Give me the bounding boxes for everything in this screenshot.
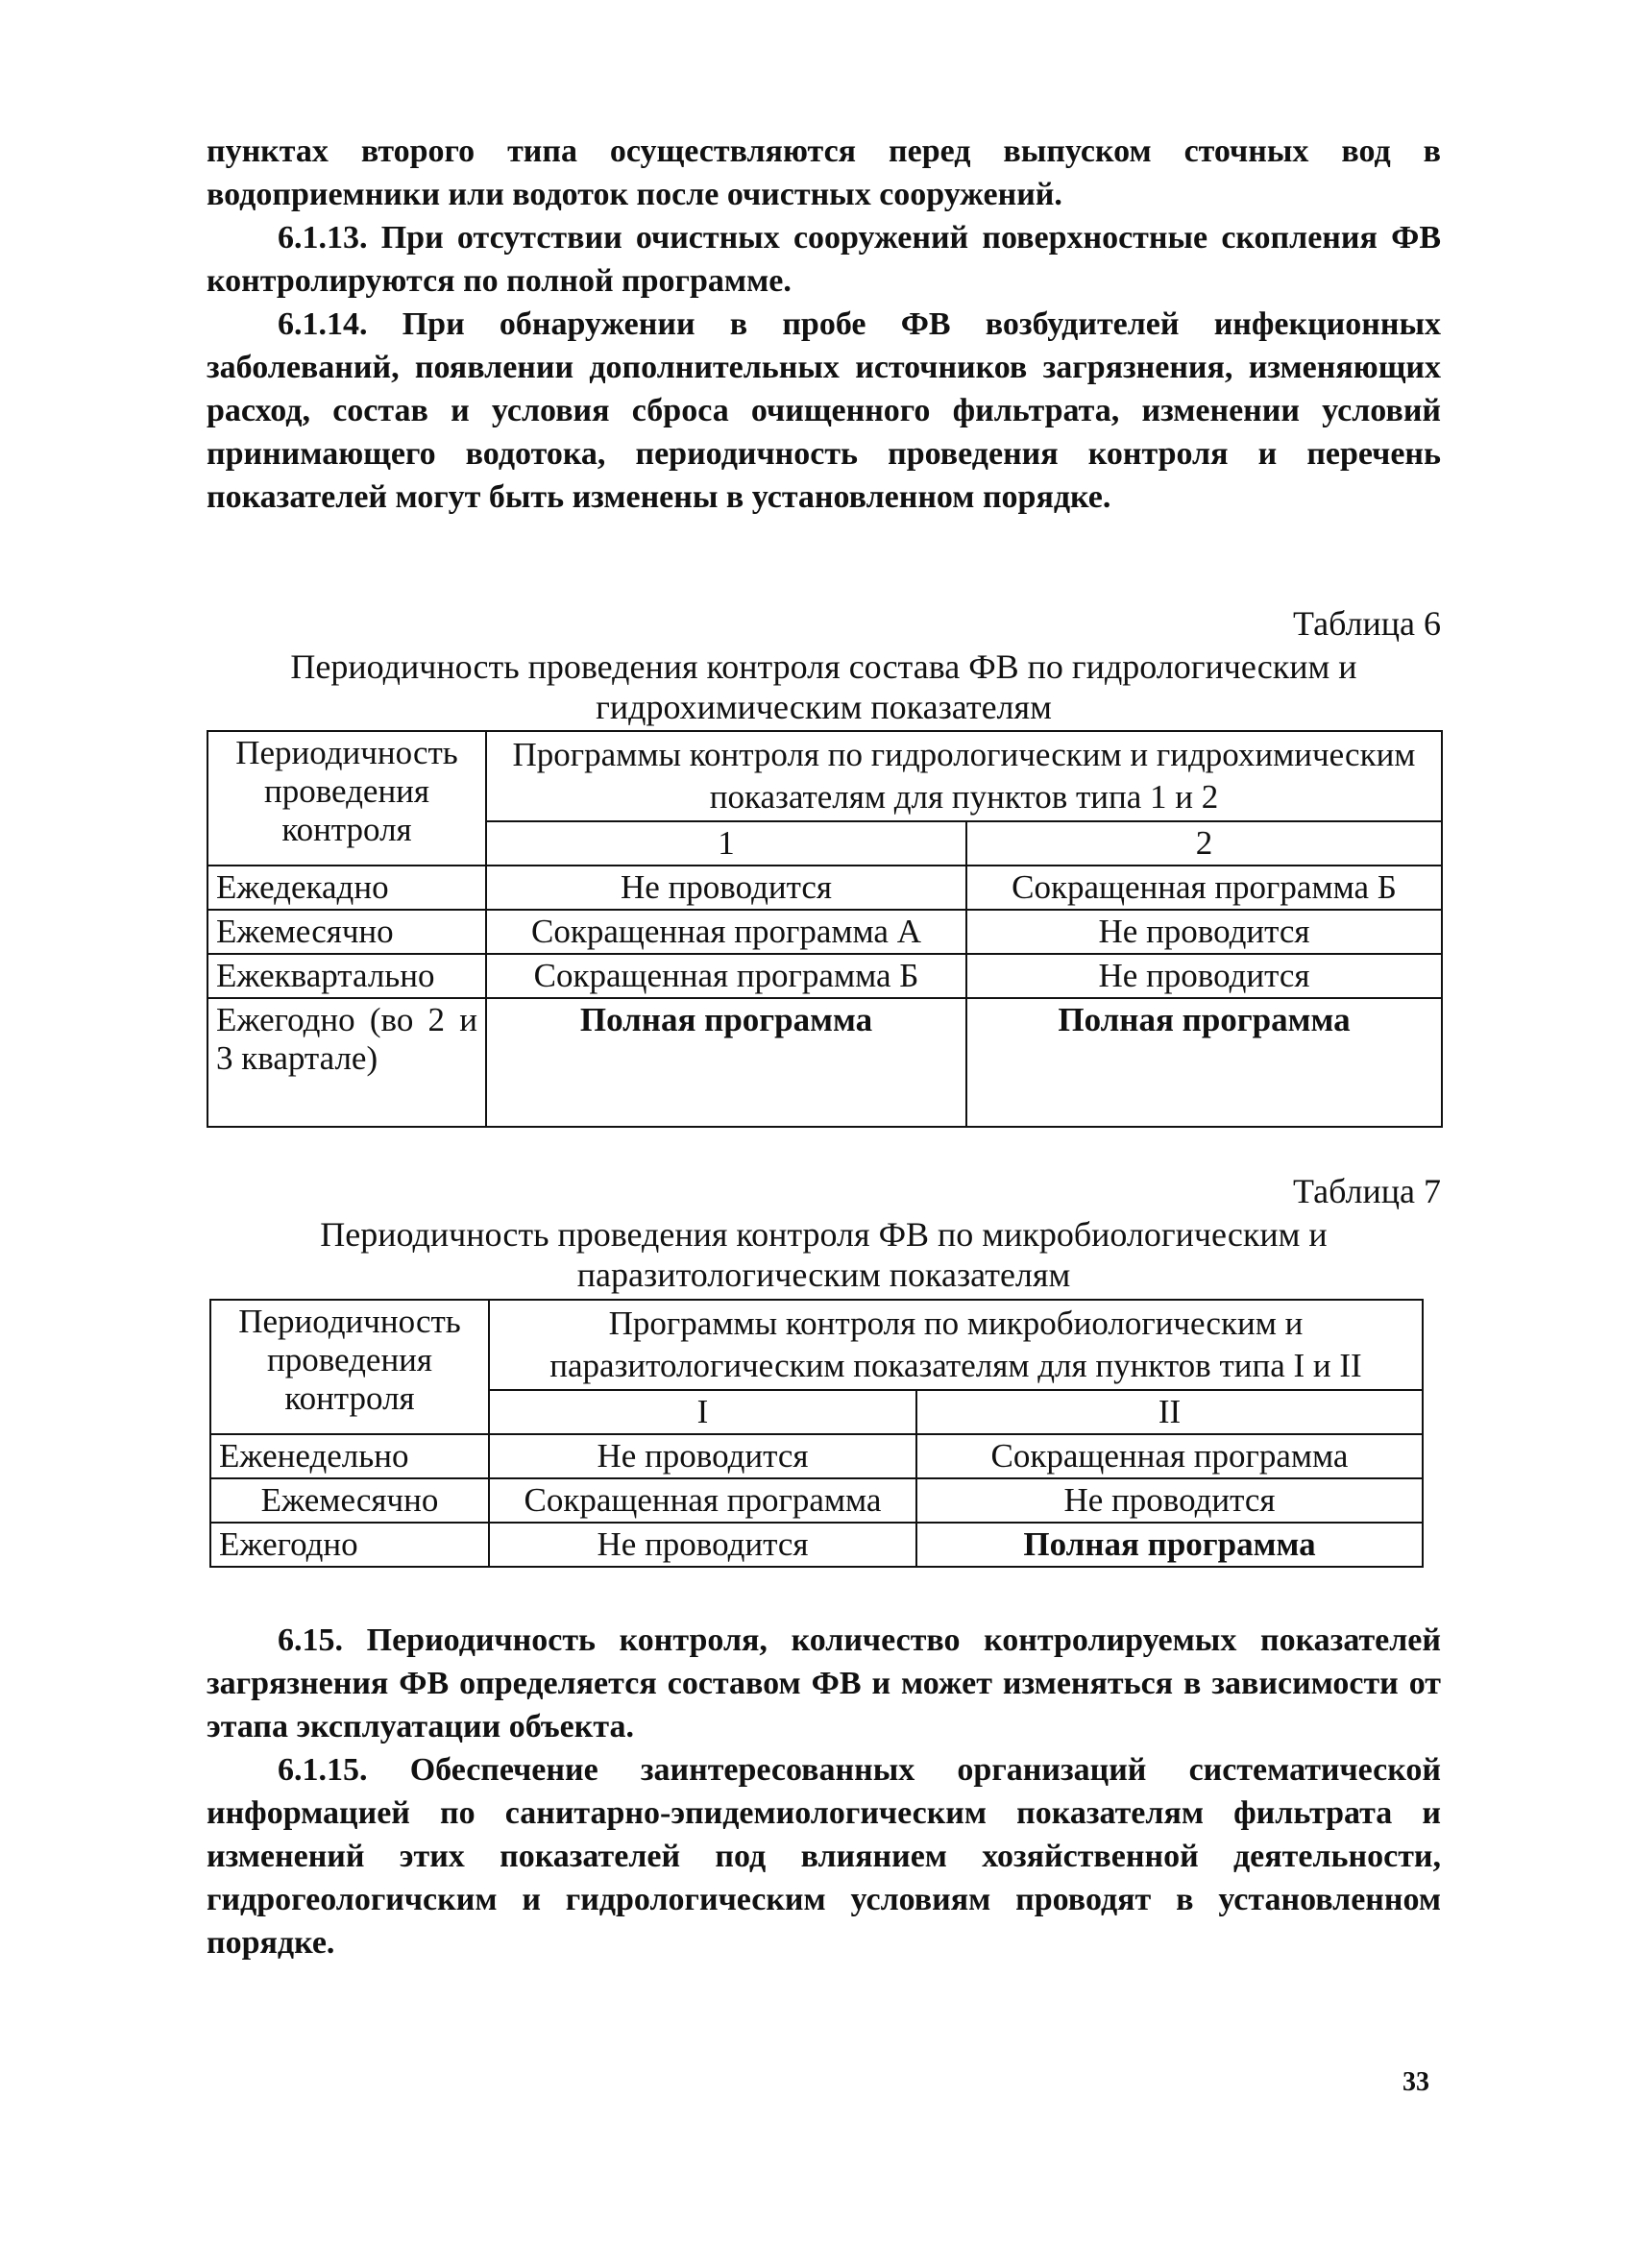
table-row [207,998,1442,1127]
table6-type1: Сокращенная программа А [486,910,966,954]
paragraph-6-1-14: 6.1.14. При обнаружении в пробе ФВ возбудителей инфекционных заболеваний, появлении дополнительных источников загрязнения, изменяющих расход, состав и условия сброса очищенного фильтрата, изменении условий принимающего водотока, периодичность проведения контроля и перечень показателей могут быть изменены в установленном порядке. [207,306,1441,515]
table7-type2: Полная программа [916,1523,1423,1567]
paragraph-continuation: пунктах второго типа осуществляются перед выпуском сточных вод в водоприемники или водоток после очистных сооружений. [207,134,1441,212]
table-row [207,866,1442,910]
table6-type2: Полная программа [966,998,1442,1127]
table-row [207,910,1442,954]
top-text [207,130,1441,519]
paragraph-6-1-15: 6.1.15. Обеспечение заинтересованных организаций систематической информацией по санитарно-эпидемиологическим показателям фильтрата и изменений этих показателей под влиянием хозяйственной деятельности, гидрогеологичским и гидрологическим условиям проводят в установленном порядке. [207,1752,1441,1961]
table7 [209,1299,1424,1568]
table6-subheader-1: 1 [486,821,966,866]
table6-header-period: Периодичность проведения контроля [207,731,486,866]
table6-title: Периодичность проведения контроля состава ФВ по гидрологическим и гидрохимическим показателям [290,647,1357,726]
table7-type2: Не проводится [916,1478,1423,1523]
table7-caption: Таблица 7 [1293,1172,1441,1210]
table6-type1: Сокращенная программа Б [486,954,966,998]
table7-subheader-1: I [489,1390,916,1434]
table7-title: Периодичность проведения контроля ФВ по микробиологическим и паразитологическим показателям [320,1215,1328,1294]
page-number: 33 [1402,2067,1429,2097]
table6-type2: Не проводится [966,954,1442,998]
table6-type1: Полная программа [486,998,966,1127]
table-row [207,954,1442,998]
table6 [207,730,1443,1128]
table6-period: Ежедекадно [207,866,486,910]
bottom-text [207,1619,1441,1964]
table7-type1: Не проводится [489,1523,916,1567]
table7-type1: Не проводится [489,1434,916,1478]
table6-period: Ежемесячно [207,910,486,954]
table-row [210,1523,1423,1567]
table7-header-period: Периодичность проведения контроля [210,1300,489,1434]
table7-period: Еженедельно [210,1434,489,1478]
table7-subheader-2: II [916,1390,1423,1434]
table6-type1: Не проводится [486,866,966,910]
table7-period: Ежегодно [210,1523,489,1567]
table6-type2: Сокращенная программа Б [966,866,1442,910]
table6-period: Ежеквартально [207,954,486,998]
table-row [210,1434,1423,1478]
table-row [210,1478,1423,1523]
table6-header-programs: Программы контроля по гидрологическим и гидрохимическим показателям для пунктов типа 1 и 2 [486,731,1442,821]
paragraph-6-1-13: 6.1.13. При отсутствии очистных сооружений поверхностные скопления ФВ контролируются по полной программе. [207,220,1441,299]
table6-type2: Не проводится [966,910,1442,954]
table7-type1: Сокращенная программа [489,1478,916,1523]
table6-subheader-2: 2 [966,821,1442,866]
table6-caption: Таблица 6 [1293,604,1441,643]
table6-period: Ежегодно (во 2 и 3 квартале) [207,998,486,1127]
paragraph-6-15: 6.15. Периодичность контроля, количество контролируемых показателей загрязнения ФВ определяется составом ФВ и может изменяться в зависимости от этапа эксплуатации объекта. [207,1622,1441,1744]
table7-period: Ежемесячно [210,1478,489,1523]
table7-header-programs: Программы контроля по микробиологическим и паразитологическим показателям для пунктов типа I и II [489,1300,1423,1390]
table7-type2: Сокращенная программа [916,1434,1423,1478]
